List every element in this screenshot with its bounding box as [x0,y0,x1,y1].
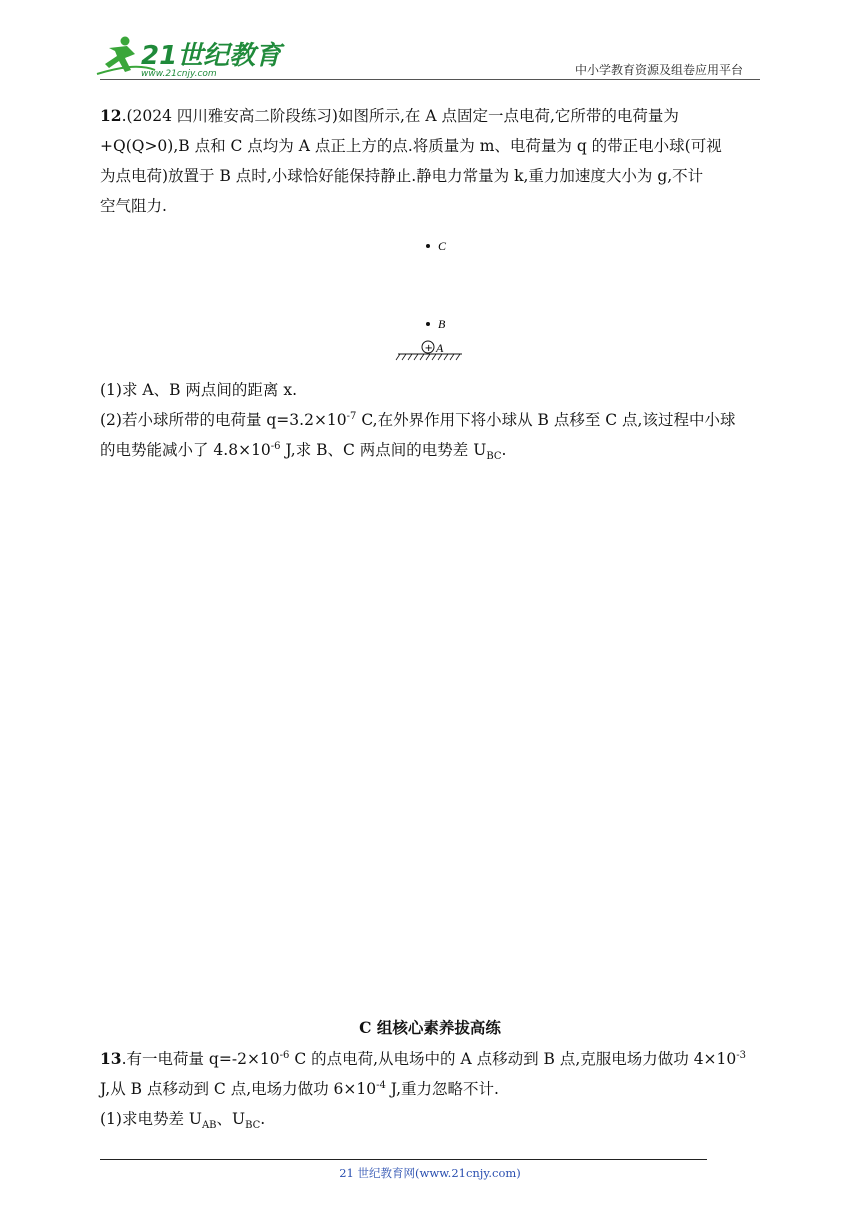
question-12-parts: (1)求 A、B 两点间的距离 x. (2)若小球所带的电荷量 $q=3.2\times 10^{-7}$ C,在外界作用下将小球从 B 点移至 C 点,该过程中小球 的电势能减小了 $4.8\times 10^{-6}$ J,求 B、C 两点间的电势差 $U_{BC}$. [100,375,763,465]
label-b: B [438,317,446,331]
charge-diagram [394,232,474,364]
logo-url: www.21cnjy.com [141,69,217,79]
section-title: C 组核心素养拔高练 [359,1018,501,1037]
question-number: 13 [100,1049,122,1068]
point-c [426,244,430,248]
logo-text: 21世纪教育 [141,41,282,71]
site-logo [95,34,282,80]
question-number: 12 [100,106,122,125]
part-2: (2)若小球所带的电荷量 $q=3.2\times 10^{-7}$ C,在外界作用下将小球从 B 点移至 C 点,该过程中小球 [100,410,736,429]
header-divider [100,79,760,80]
question-12-stem: 12.(2024 四川雅安高二阶段练习)如图所示,在 A 点固定一点电荷,它所带的电荷量为 +Q(Q>0),B 点和 C 点均为 A 点正上方的点.将质量为 m、电荷量为 q 的带正电小球(可视 为点电荷)放置于 B 点时,小球恰好能保持静止.静电力常量为 k,重力加速度大小为 g,不计 空气阻力. [100,106,722,215]
footer-divider [100,1159,707,1160]
question-13: 13.有一电荷量 $q=-2\times 10^{-6}$ C 的点电荷,从电场中的 A 点移动到 B 点,克服电场力做功 $4\times 10^{-3}$ J,从 B 点移动到 C 点,电场力做功 $6\times 10^{-4}$ J,重力忽略不计. (1)求电势差 $U_{AB}$、$U_{BC}$. [100,1044,763,1134]
ground-hatching [396,354,460,360]
part-1: (1)求 A、B 两点间的距离 x. [100,381,297,399]
footer-link[interactable]: 21 世纪教育网(www.21cnjy.com) [339,1166,521,1180]
part-1: (1)求电势差 $U_{AB}$、$U_{BC}$. [100,1110,266,1132]
platform-name: 中小学教育资源及组卷应用平台 [575,63,744,77]
charge-sign: + [424,343,433,354]
label-a: A [436,341,444,355]
point-b [426,322,430,326]
label-c: C [438,239,447,253]
